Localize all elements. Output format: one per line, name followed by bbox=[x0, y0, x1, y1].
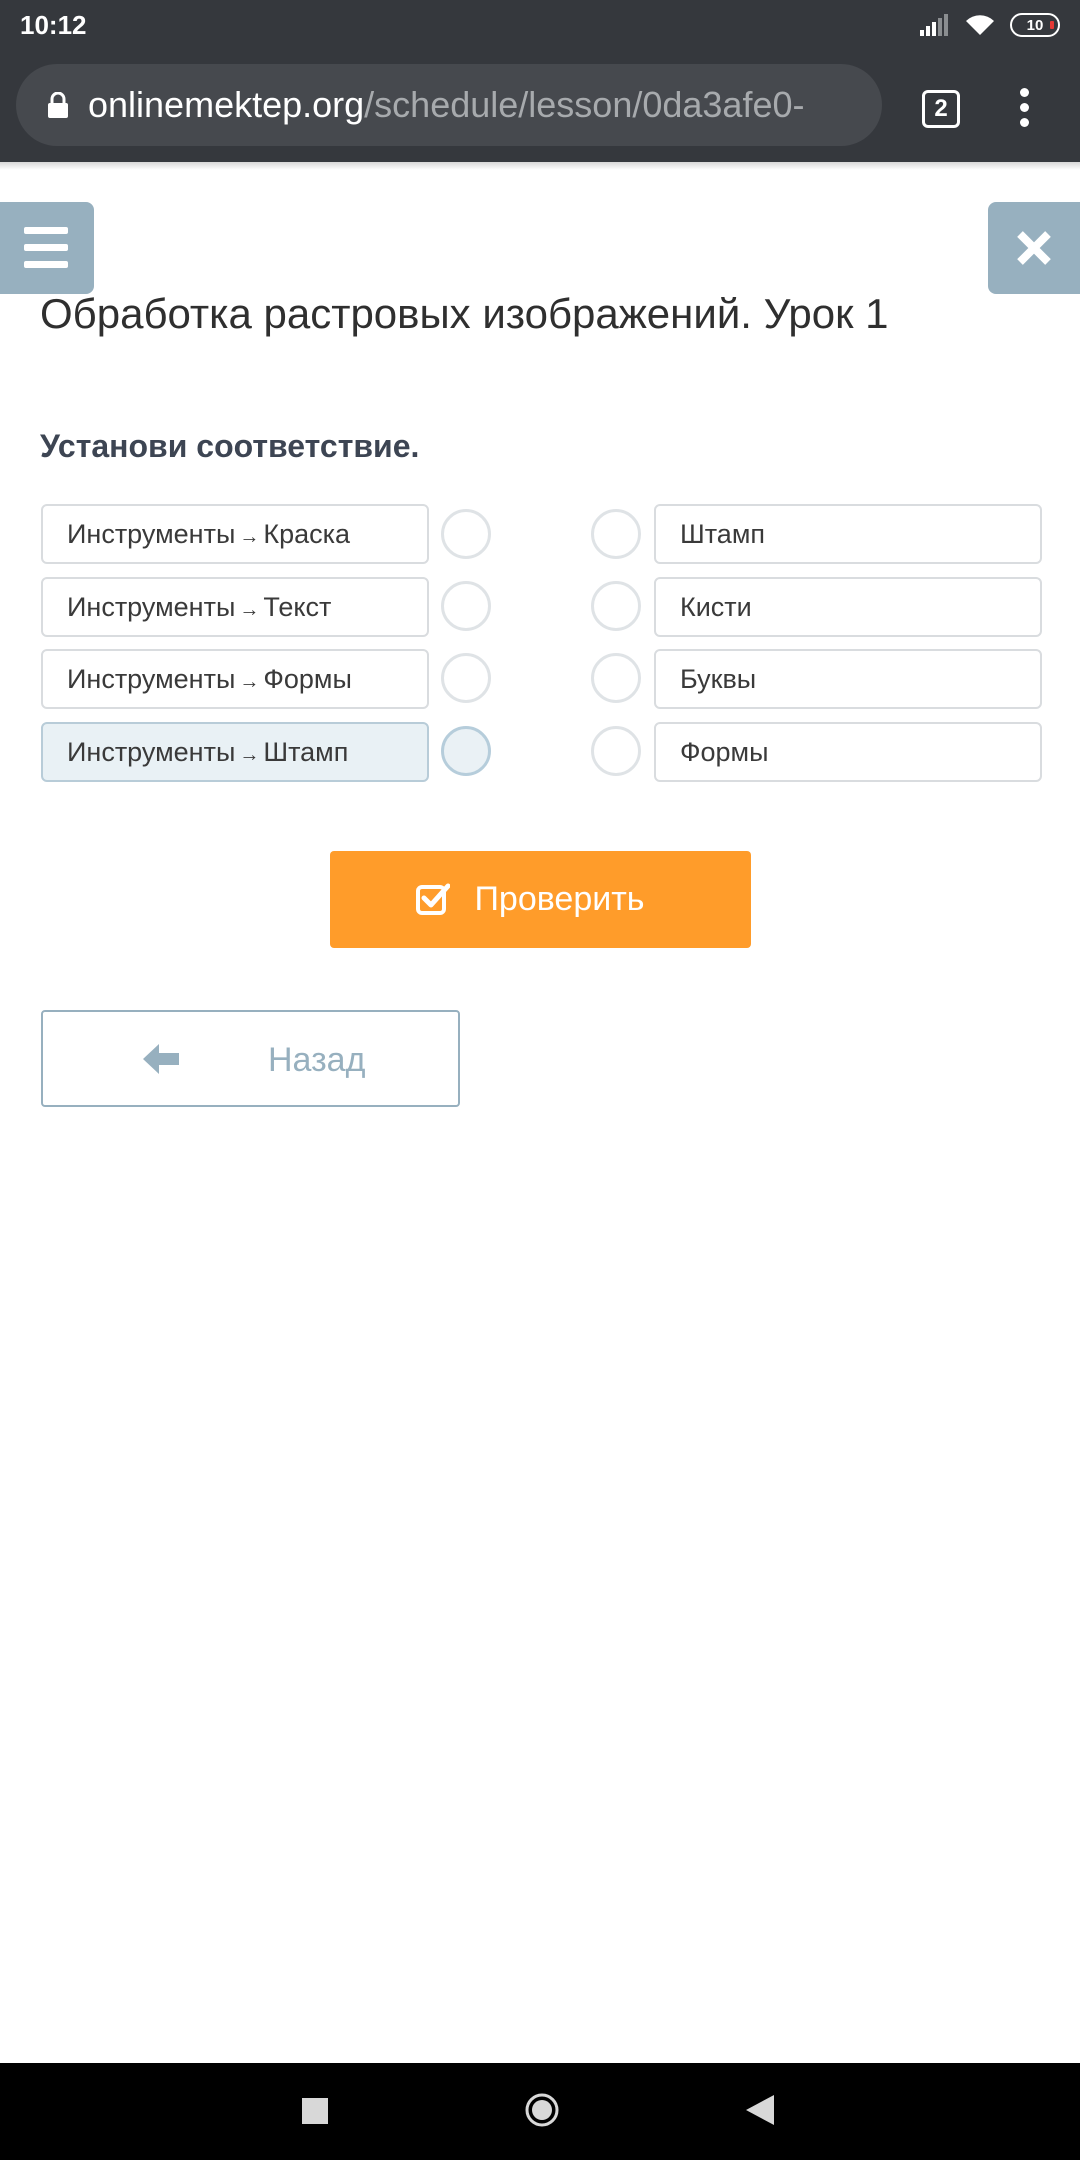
arrow-left-icon bbox=[143, 1044, 179, 1074]
right-connector-1[interactable] bbox=[591, 509, 641, 559]
recents-icon[interactable] bbox=[302, 2098, 328, 2124]
right-connector-2[interactable] bbox=[591, 581, 641, 631]
right-item-1[interactable]: Штамп bbox=[654, 504, 1042, 564]
status-bar bbox=[0, 0, 1080, 50]
right-connector-4[interactable] bbox=[591, 726, 641, 776]
url-domain: onlinemektep.org bbox=[88, 84, 365, 125]
close-icon bbox=[988, 202, 1080, 294]
check-button-label: Проверить bbox=[474, 880, 645, 918]
system-nav-bar bbox=[0, 2063, 1080, 2160]
right-connector-3[interactable] bbox=[591, 653, 641, 703]
page-title: Обработка растровых изображений. Урок 1 bbox=[40, 290, 889, 337]
back-button-label: Назад bbox=[268, 1041, 366, 1079]
left-item-4[interactable]: Инструменты → Штамп bbox=[41, 722, 429, 782]
checkbox-check-icon bbox=[416, 881, 450, 915]
signal-icon bbox=[920, 14, 950, 36]
left-item-2[interactable]: Инструменты → Текст bbox=[41, 577, 429, 637]
wifi-icon bbox=[964, 13, 996, 37]
hamburger-menu-button[interactable] bbox=[0, 202, 94, 294]
right-item-2[interactable]: Кисти bbox=[654, 577, 1042, 637]
left-connector-3[interactable] bbox=[441, 653, 491, 703]
battery-level: 10 bbox=[1026, 16, 1044, 34]
battery-icon bbox=[1010, 13, 1060, 37]
lock-icon bbox=[46, 92, 70, 118]
more-options-icon[interactable] bbox=[1014, 88, 1034, 132]
right-item-4[interactable]: Формы bbox=[654, 722, 1042, 782]
tab-switcher-button[interactable]: 2 bbox=[922, 90, 960, 128]
left-connector-2[interactable] bbox=[441, 581, 491, 631]
left-item-1[interactable]: Инструменты → Краска bbox=[41, 504, 429, 564]
url-text bbox=[88, 84, 805, 126]
close-button[interactable] bbox=[988, 202, 1080, 294]
task-instruction: Установи соответствие. bbox=[40, 428, 420, 464]
home-icon[interactable] bbox=[524, 2092, 560, 2128]
left-connector-1[interactable] bbox=[441, 509, 491, 559]
right-item-3[interactable]: Буквы bbox=[654, 649, 1042, 709]
back-button[interactable] bbox=[41, 1010, 460, 1107]
left-connector-4[interactable] bbox=[441, 726, 491, 776]
status-icons bbox=[920, 10, 1060, 40]
check-button[interactable] bbox=[330, 851, 751, 948]
status-time: 10:12 bbox=[20, 10, 87, 40]
back-nav-icon[interactable] bbox=[746, 2095, 774, 2125]
left-item-3[interactable]: Инструменты → Формы bbox=[41, 649, 429, 709]
address-bar[interactable] bbox=[16, 64, 882, 146]
url-path: /schedule/lesson/0da3afe0- bbox=[364, 84, 805, 125]
browser-toolbar bbox=[0, 50, 1080, 162]
toolbar-shadow bbox=[0, 162, 1080, 170]
